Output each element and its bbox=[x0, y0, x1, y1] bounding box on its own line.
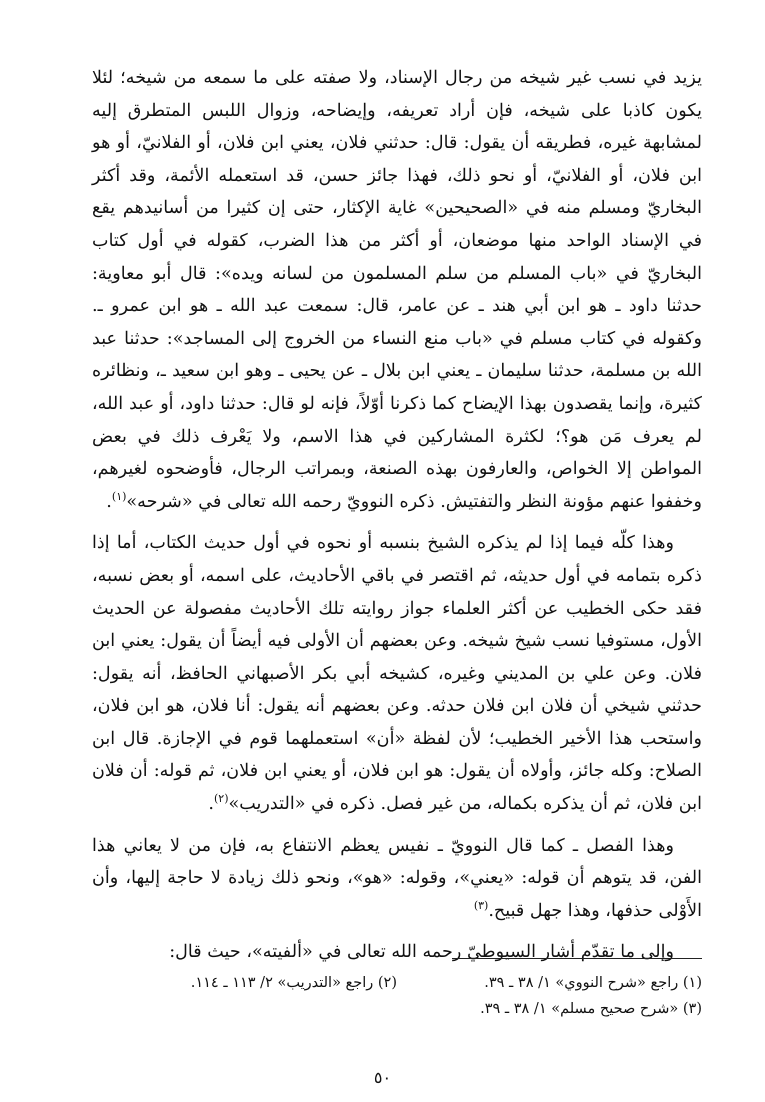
footnote-ref: (٢) bbox=[213, 792, 229, 806]
paragraph: يزيد في نسب غير شيخه من رجال الإسناد، ولا صفته على ما سمعه من شيخه؛ لئلا يكون كاذبا على شيخه، فإن أراد تعريفه، وإيضاحه، وزوال اللبس المتطرق إليه لمشابهة غيره، فطريقه أن يقول: قال: حدثني فلان، يعني ابن فلان، أو الفلانيّ، أو هو ابن فلان، أو الفلانيّ، أو نحو ذلك، فهذا جائز حسن، قد استعمله الأئمة، وقد أكثر البخاريّ ومسلم منه في «الصحيحين» غاية الإكثار، حتى إن كثيرا من أسانيدهم يقع في الإسناد الواحد منها موضعان، أو أكثر من هذا الضرب، كقوله في أول كتاب البخاريّ في «باب المسلم من سلم المسلمون من لسانه ويده»: قال أبو معاوية: حدثنا داود ـ هو ابن أبي هند ـ عن عامر، قال: سمعت عبد الله ـ هو ابن عمرو ـ. وكقوله في كتاب مسلم في «باب منع النساء من الخروج إلى المساجد»: حدثنا عبد الله بن مسلمة، حدثنا سليمان ـ يعني ابن بلال ـ عن يحيى ـ وهو ابن سعيد ـ، ونظائره كثيرة، وإنما يقصدون بهذا الإيضاح كما ذكرنا أوّلاً، فإنه لو قال: حدثنا داود، أو عبد الله، لم يعرف مَن هو؟؛ لكثرة المشاركين في هذا الاسم، ولا يَعْرف ذلك في بعض المواطن إلا الخواص، والعارفون بهذه الصنعة، وبمراتب الرجال، فأوضحوه لغيرهم، وخففوا عنهم مؤونة النظر والتفتيش. ذكره النوويّ رحمه الله تعالى في «شرحه»$^{(١)}$. bbox=[92, 68, 703, 512]
footnote-divider bbox=[452, 958, 702, 959]
footnote-row bbox=[92, 996, 702, 1022]
paragraph: وإلى ما تقدّم أشار السيوطيّ رحمه الله تعالى في «ألفيته»، حيث قال: bbox=[169, 942, 674, 963]
footnote-ref: (١) bbox=[111, 489, 127, 503]
main-text bbox=[92, 62, 702, 969]
footnote-row bbox=[92, 970, 702, 996]
paragraph: وهذا كلّه فيما إذا لم يذكره الشيخ بنسبه أو نحوه في أول حديث الكتاب، أما إذا ذكره بتمامه في أول حديثه، ثم اقتصر في باقي الأحاديث، على اسمه، أو بعض نسبه، فقد حكى الخطيب عن أكثر العلماء جواز روايته تلك الأحاديث مفصولة عن الحديث الأول، مستوفيا نسب شيخ شيخه. وعن بعضهم أن الأولى فيه أيضاً أن يقول: يعني ابن فلان. وعن علي بن المديني وغيره، كشيخه أبي بكر الأصبهاني الحافظ، أنه يقول: حدثني شيخي أن فلان ابن فلان حدثه. وعن بعضهم أنه يقول: أنا فلان، هو ابن فلان، واستحب هذا الأخير الخطيب؛ لأن لفظة «أن» استعملهما قوم في الإجازة. قال ابن الصلاح: وكله جائز، وأولاه أن يقول: هو ابن فلان، أو يعني ابن فلان، ثم قوله: أن فلان ابن فلان، ثم أن يذكره بكماله، من غير فصل. ذكره في «التدريب»$^{(٢)}$. bbox=[92, 533, 702, 815]
footnote-ref: (٣) bbox=[473, 898, 489, 912]
footnotes bbox=[92, 970, 702, 1022]
paragraph: وهذا الفصل ـ كما قال النوويّ ـ نفيس يعظم الانتفاع به، فإن من لا يعاني هذا الفن، قد يتوهم أن قوله: «يعني»، وقوله: «هو»، ونحو ذلك زيادة لا حاجة إليها، وأن الأَوْلى حذفها، وهذا جهل قبيح.$^{(٣)}$ bbox=[92, 835, 702, 921]
footnote-3: (٣) «شرح صحيح مسلم» ١/ ٣٨ ـ ٣٩. bbox=[480, 1001, 702, 1017]
footnote-1: (١) راجع «شرح النووي» ١/ ٣٨ ـ ٣٩. bbox=[484, 975, 702, 991]
footnote-2: (٢) راجع «التدريب» ٢/ ١١٣ ـ ١١٤. bbox=[190, 975, 397, 991]
page-number: ٥٠ bbox=[373, 1068, 392, 1087]
